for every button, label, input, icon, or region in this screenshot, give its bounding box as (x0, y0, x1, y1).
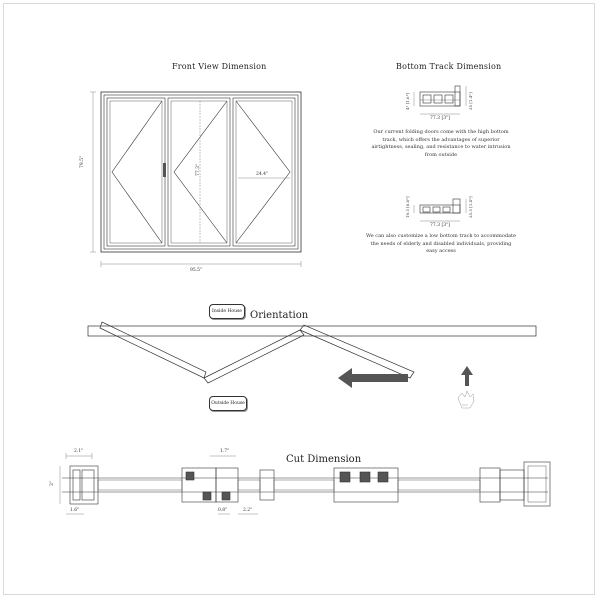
glass-section-1 (98, 480, 182, 490)
high-track-lip (455, 86, 460, 106)
glass-section-2 (274, 480, 334, 490)
glass-section-3 (398, 480, 480, 490)
folded-panel-3 (300, 325, 414, 378)
height-dim-label: 79.5" (80, 155, 85, 168)
low-track-profile (414, 199, 466, 221)
panel-width-dim-label: 24.4" (256, 172, 269, 177)
cut-dim-2: 3" (50, 481, 55, 486)
panel-height-dim-label: 77.3" (196, 163, 201, 176)
door-frame-inner (104, 95, 298, 249)
low-track-height-left: 19.5 [0.8"] (405, 196, 410, 218)
cut-dim-4: 1.7" (220, 449, 230, 454)
cut-dim-3: 1.6" (70, 508, 80, 513)
low-track-width: 77.3 [3"] (430, 223, 450, 228)
high-track-width: 77.3 [3"] (430, 116, 450, 121)
handle (163, 163, 166, 177)
high-track-height-right: 35 [1.4"] (468, 92, 473, 110)
inside-house-label: Inside House (209, 304, 245, 319)
right-panel-profile (480, 468, 500, 502)
high-track-description: Our current folding doors come with the high bottom track, which offers the advantages of superior airtightness, sealing, and resistance to water intrusion from outside (371, 129, 511, 158)
outside-house-label: Outside House (209, 396, 247, 411)
low-track-lip (453, 199, 460, 213)
front-view-title: Front View Dimension (172, 62, 267, 71)
high-track-profile (414, 86, 466, 114)
width-dim-label: 95.5" (190, 268, 203, 273)
cut-dim-5: 0.8" (218, 508, 228, 513)
folded-panel-1 (100, 322, 206, 378)
front-view-drawing (90, 92, 301, 267)
cut-dimension-title: Cut Dimension (286, 454, 362, 465)
low-track-height-right: 35.5 [1.4"] (468, 196, 473, 218)
orientation-title: Orientation (250, 310, 309, 321)
slide-direction-arrow (338, 368, 408, 388)
top-track-bar (88, 326, 536, 336)
high-track-height-left: 4" [1.6"] (405, 93, 410, 110)
bottom-track-title: Bottom Track Dimension (396, 62, 502, 71)
cut-dim-1: 2.1" (74, 449, 84, 454)
door-frame-outer (101, 92, 301, 252)
low-track-description: We can also customize a low bottom track to accommodate the needs of elderly and disabled individuals, providing easy access (366, 233, 517, 255)
hand-icon (458, 391, 474, 408)
cut-dim-6: 2.2" (243, 508, 253, 513)
panel-profile-3 (260, 470, 274, 500)
door-panel-1 (107, 98, 165, 246)
high-track-body (420, 92, 460, 106)
folded-panel-2 (204, 330, 304, 383)
push-direction-arrow (461, 366, 473, 386)
fold-line-1 (112, 101, 162, 243)
door-panel-1-glass (110, 101, 162, 243)
